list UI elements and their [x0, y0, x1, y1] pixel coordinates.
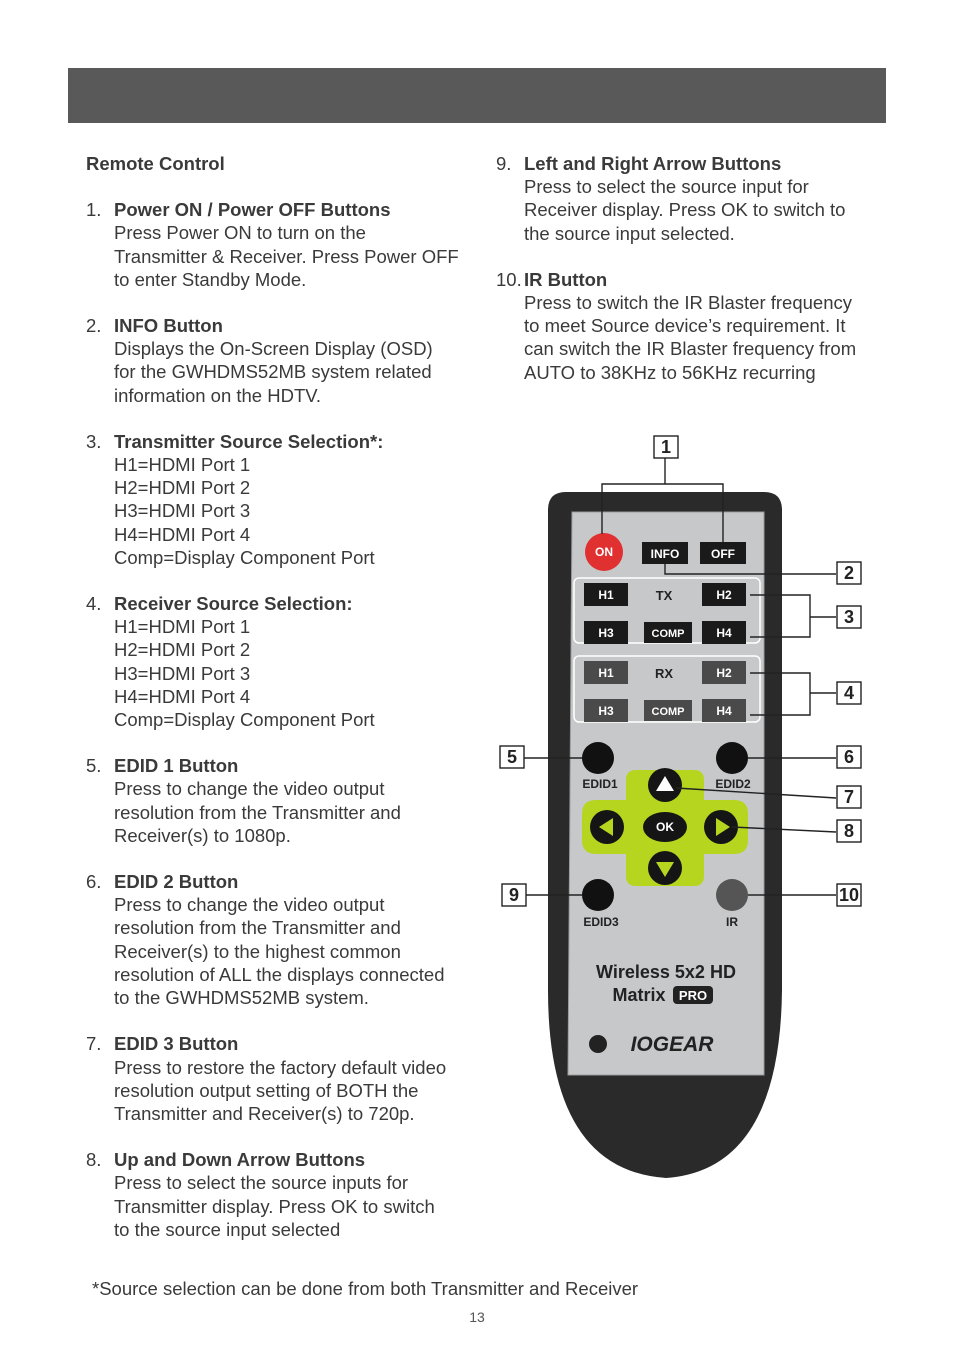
list-item — [86, 754, 466, 847]
item-title: Transmitter Source Selection*: — [114, 430, 384, 452]
item-text: H3=HDMI Port 3 — [114, 662, 251, 684]
item-text: to the GWHDMS52MB system. — [114, 987, 369, 1009]
item-text: H1=HDMI Port 1 — [114, 616, 251, 638]
item-text: resolution output setting of BOTH the — [114, 1079, 419, 1101]
list-item — [496, 268, 876, 384]
item-title: Up and Down Arrow Buttons — [114, 1149, 366, 1171]
item-text: Press to change the video output — [114, 894, 385, 916]
edid2-button — [716, 742, 748, 774]
svg-text:H2: H2 — [716, 666, 732, 680]
list-item — [86, 314, 466, 407]
list-item — [496, 152, 876, 245]
svg-text:H4: H4 — [716, 626, 732, 640]
item-text: Comp=Display Component Port — [114, 709, 375, 731]
item-number: 7. — [86, 1033, 102, 1055]
item-text: Press Power ON to turn on the — [114, 222, 366, 244]
item-text: Press to select the source inputs for — [114, 1172, 409, 1194]
callout-number: 4 — [843, 683, 855, 703]
item-text: Press to change the video output — [114, 778, 385, 800]
item-text: Displays the On-Screen Display (OSD) — [114, 338, 433, 360]
item-text: for the GWHDMS52MB system related — [114, 361, 432, 383]
item-text: Receiver(s) to the highest common — [114, 940, 401, 962]
svg-text:H2: H2 — [716, 588, 732, 602]
item-title: IR Button — [524, 268, 608, 290]
callout-number: 2 — [843, 563, 855, 583]
item-text: to the source input selected — [114, 1218, 341, 1240]
callout-number: 7 — [843, 787, 855, 807]
item-text: resolution from the Transmitter and — [114, 801, 401, 823]
brand-line2: Matrix — [612, 985, 666, 1005]
item-title: Receiver Source Selection: — [114, 593, 353, 615]
footnote: *Source selection can be done from both Transmitter and Receiver — [92, 1278, 639, 1299]
svg-text:PRO: PRO — [678, 988, 708, 1003]
tx-label: TX — [655, 588, 673, 603]
info-label: INFO — [650, 547, 680, 561]
list-item — [86, 430, 466, 569]
list-item — [86, 1032, 466, 1125]
callout-number: 3 — [843, 607, 855, 627]
callout-number: 9 — [508, 885, 520, 905]
item-number: 5. — [86, 755, 102, 777]
remote-illustration — [496, 430, 876, 1200]
item-text: H2=HDMI Port 2 — [114, 477, 251, 499]
list-item — [86, 1148, 466, 1241]
list-item — [86, 592, 466, 731]
item-number: 9. — [496, 153, 512, 174]
svg-text:IR: IR — [726, 915, 738, 929]
logo-text: IOGEAR — [630, 1033, 714, 1056]
item-text: Press to switch the IR Blaster frequency — [524, 292, 852, 314]
svg-text:OK: OK — [656, 820, 674, 834]
item-text: can switch the IR Blaster frequency from — [524, 338, 857, 360]
svg-text:COMP: COMP — [651, 706, 685, 718]
item-text: H3=HDMI Port 3 — [114, 500, 251, 522]
item-text: resolution from the Transmitter and — [114, 917, 401, 939]
item-text: Transmitter & Receiver. Press Power OFF — [114, 245, 459, 267]
item-number: 10. — [496, 268, 522, 290]
item-text: resolution of ALL the displays connected — [114, 963, 445, 985]
item-text: Comp=Display Component Port — [114, 546, 375, 568]
list-item — [86, 198, 466, 291]
item-title: EDID 2 Button — [114, 871, 239, 893]
ir-button — [716, 879, 748, 911]
callout-number: 8 — [843, 821, 855, 841]
page-number: 13 — [469, 1309, 485, 1325]
left-column — [86, 152, 466, 1264]
rx-label: RX — [654, 666, 674, 681]
item-text: AUTO to 38KHz to 56KHz recurring — [524, 361, 816, 383]
svg-text:H3: H3 — [598, 626, 614, 640]
item-text: H2=HDMI Port 2 — [114, 639, 251, 661]
item-title: INFO Button — [114, 315, 223, 337]
section-title: Remote Control — [86, 153, 225, 174]
right-column — [496, 152, 876, 407]
item-text: H1=HDMI Port 1 — [114, 454, 251, 476]
iogear-logo-icon — [589, 1035, 607, 1053]
item-text: Press to select the source input for — [524, 176, 809, 198]
item-title: Left and Right Arrow Buttons — [524, 153, 782, 174]
item-number: 4. — [86, 593, 102, 615]
item-title: EDID 1 Button — [114, 755, 239, 777]
item-text: to enter Standby Mode. — [114, 268, 307, 290]
callout-number: 5 — [506, 747, 518, 767]
callout-number: 10 — [838, 885, 860, 905]
edid1-button — [582, 742, 614, 774]
brand-line1: Wireless 5x2 HD — [596, 962, 736, 982]
header-bar — [68, 68, 886, 123]
svg-text:EDID2: EDID2 — [715, 777, 751, 791]
edid3-button — [582, 879, 614, 911]
off-label: OFF — [711, 547, 735, 561]
svg-text:H3: H3 — [598, 704, 614, 718]
svg-text:EDID1: EDID1 — [582, 777, 618, 791]
item-text: Receiver display. Press OK to switch to — [524, 199, 846, 221]
item-text: Receiver(s) to 1080p. — [114, 824, 291, 846]
item-number: 6. — [86, 871, 102, 893]
item-number: 3. — [86, 430, 102, 452]
callout-number: 1 — [660, 437, 672, 457]
svg-text:H4: H4 — [716, 704, 732, 718]
item-text: Transmitter display. Press OK to switch — [114, 1195, 435, 1217]
item-number: 2. — [86, 315, 102, 337]
item-number: 1. — [86, 199, 102, 221]
item-title: Power ON / Power OFF Buttons — [114, 199, 391, 221]
item-number: 8. — [86, 1149, 102, 1171]
item-text: H4=HDMI Port 4 — [114, 523, 251, 545]
svg-text:H1: H1 — [598, 588, 614, 602]
item-text: H4=HDMI Port 4 — [114, 685, 251, 707]
item-text: Press to restore the factory default video — [114, 1056, 447, 1078]
item-title: EDID 3 Button — [114, 1033, 239, 1055]
item-text: Transmitter and Receiver(s) to 720p. — [114, 1102, 415, 1124]
svg-text:H1: H1 — [598, 666, 614, 680]
svg-text:COMP: COMP — [651, 628, 685, 640]
callout-number: 6 — [843, 747, 855, 767]
list-item — [86, 870, 466, 1009]
on-label: ON — [595, 545, 613, 559]
svg-text:EDID3: EDID3 — [583, 915, 619, 929]
item-text: to meet Source device’s requirement. It — [524, 315, 846, 337]
item-text: information on the HDTV. — [114, 384, 322, 406]
item-text: the source input selected. — [524, 222, 735, 244]
